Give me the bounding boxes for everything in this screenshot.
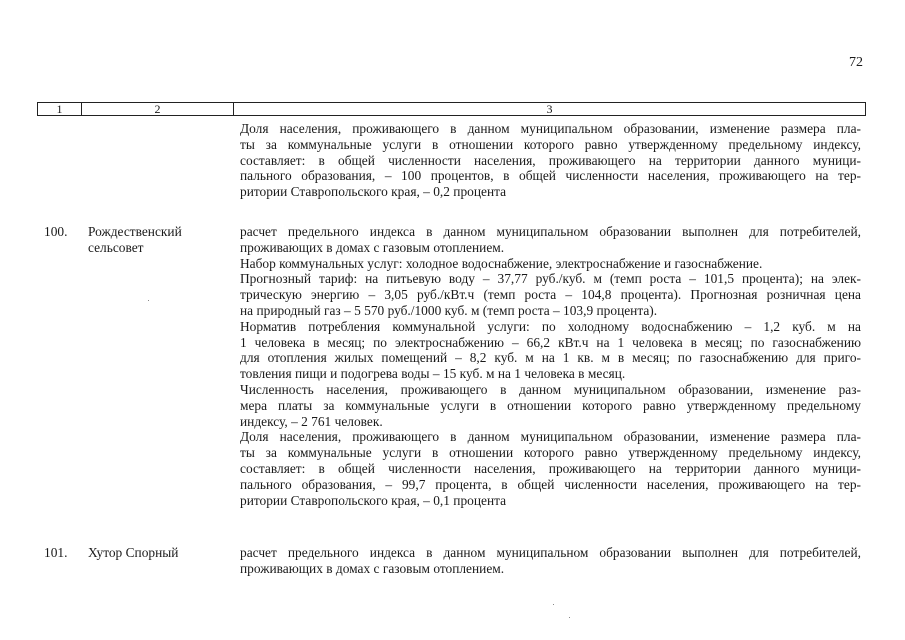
text-line: ты за коммунальные услуги в отношении которого равно утвержденному предельному индексу, [240,445,861,461]
text-line: проживающих в домах с газовым отоплением. [240,239,505,255]
table-header-col-1: 1 [38,103,82,115]
text-line: расчет предельного индекса в данном муниципальном образовании выполнен для потребителей, [240,224,861,239]
text-line: Норматив потребления коммунальной услуги: по холодному водоснабжению – 1,2 куб. м на [240,318,861,334]
text-line: пального образования, – 100 процентов, в общей численности населения, проживающего на тер- [240,168,861,184]
text-line: Доля населения, проживающего в данном муниципальном образовании, изменение размера пла- [240,429,861,445]
text-line: индексу, – 2 761 человек. [240,413,383,429]
page-number: 72 [849,55,863,70]
scan-speck [553,604,554,605]
text-line: товления пищи и подогрева воды – 15 куб. м на 1 человека в месяц. [240,366,626,382]
text-line: Набор коммунальных услуг: холодное водоснабжение, электроснабжение и газоснабжение. [240,255,763,271]
entry-name: Хутор Спорный [88,545,179,560]
text-line: проживающих в домах с газовым отоплением. [240,560,505,576]
entry-name [88,224,233,256]
table-header-col-3: 3 [546,102,553,116]
table-header-row [37,102,866,116]
entry-name-line: Рождественский [88,224,182,239]
continuation-text-block [240,121,861,200]
entry-100-description [240,224,861,508]
text-line: для отопления жилых помещений – 8,2 куб. м на 1 кв. м в месяц; по газоснабжению для приго- [240,350,861,366]
text-line: составляет: в общей численности населения, проживающего на территории данного муници- [240,460,861,476]
entry-number: 101. [44,545,68,560]
text-line: ты за коммунальные услуги в отношении которого равно утвержденному предельному индексу, [240,136,861,152]
table-header-col-2: 2 [82,103,234,115]
scan-speck [148,300,149,301]
text-line: ритории Ставропольского края, – 0,2 процента [240,184,507,200]
text-line: расчет предельного индекса в данном муниципальном образовании выполнен для потребителей, [240,545,861,560]
text-line: Прогнозный тариф: на питьевую воду – 37,77 руб./куб. м (темп роста – 101,5 процента); на элек- [240,271,861,287]
text-line: Численность населения, проживающего в данном муниципальном образовании, изменение раз- [240,381,861,397]
text-line: составляет: в общей численности населения, проживающего на территории данного муници- [240,152,861,168]
text-line: Доля населения, проживающего в данном муниципальном образовании, изменение размера пла- [240,121,861,136]
text-line: мера платы за коммунальные услуги в отношении которого равно утвержденному предельному [240,397,861,413]
entry-101-description [240,545,861,577]
scan-speck [569,617,570,618]
text-line: ритории Ставропольского края, – 0,1 процента [240,492,507,508]
text-line: пального образования, – 99,7 процента, в общей численности населения, проживающего на тер- [240,476,861,492]
text-line: 1 человека в месяц; по электроснабжению – 66,2 кВт.ч на 1 человека в месяц; по газоснабжению [240,334,861,350]
entry-name-line: сельсовет [88,239,144,255]
text-line: трическую энергию – 3,05 руб./кВт.ч (темп роста – 104,8 процента). Прогнозная розничная цена [240,287,861,303]
entry-number: 100. [44,224,68,239]
text-line: на природный газ – 5 570 руб./1000 куб. м (темп роста – 103,9 процента). [240,302,658,318]
